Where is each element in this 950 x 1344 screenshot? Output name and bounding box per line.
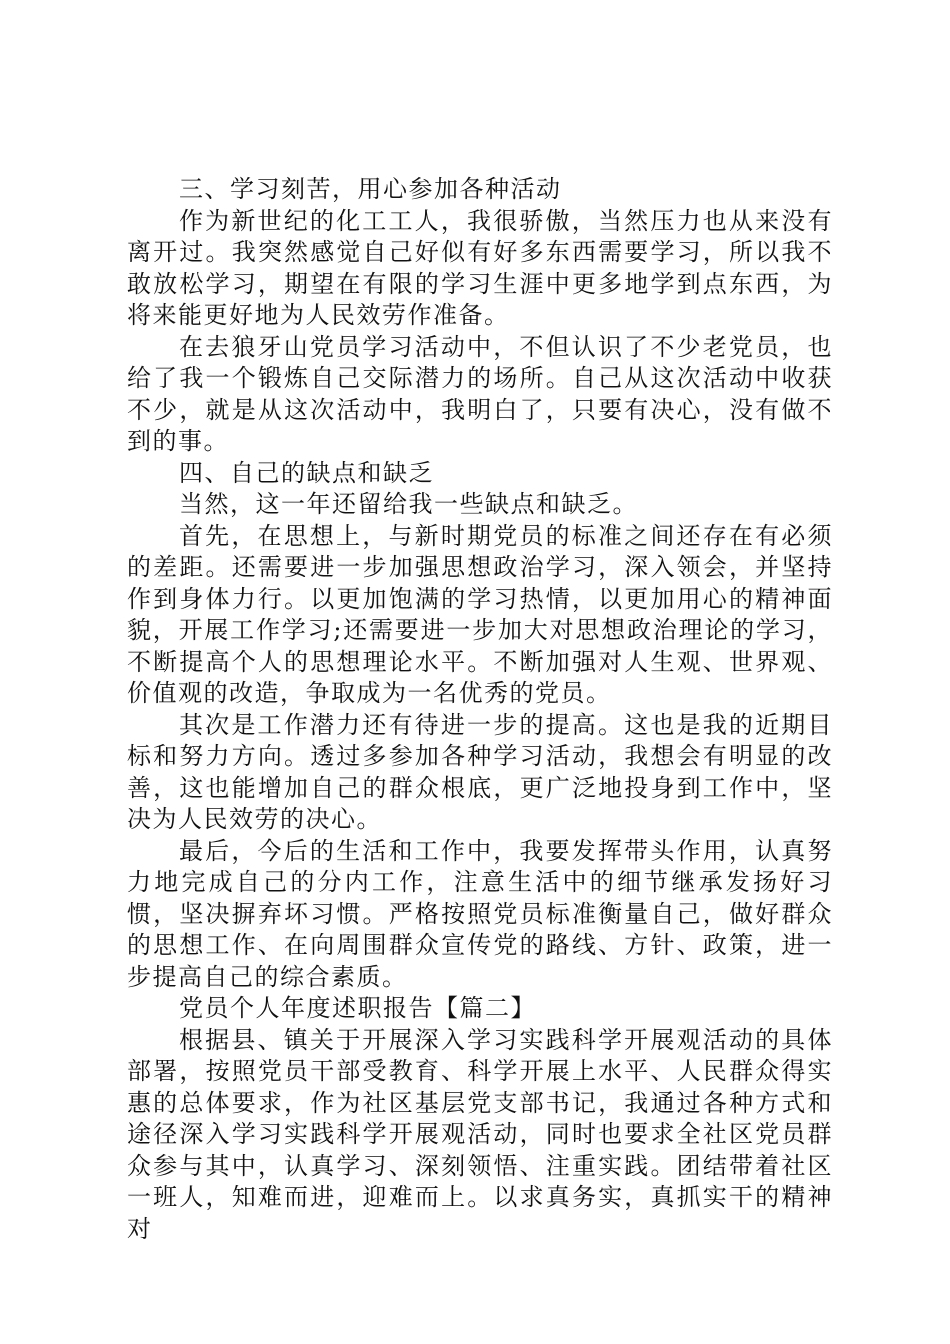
paragraph: 作为新世纪的化工工人，我很骄傲，当然压力也从来没有离开过。我突然感觉自己好似有好多东西需要学习，所以我不敢放松学习，期望在有限的学习生涯中更多地学到点东西，为将来能更好地为人民效劳作准备。: [127, 206, 833, 329]
paragraph: 最后，今后的生活和工作中，我要发挥带头作用，认真努力地完成自己的分内工作，注意生活中的细节继承发扬好习惯，坚决摒弃坏习惯。严格按照党员标准衡量自己，做好群众的思想工作、在向周围群众宣传党的路线、方针、政策，进一步提高自己的综合素质。: [127, 836, 833, 991]
paragraph: 当然，这一年还留给我一些缺点和缺乏。: [179, 490, 638, 518]
paragraph: 根据县、镇关于开展深入学习实践科学开展观活动的具体部署，按照党员干部受教育、科学开展上水平、人民群众得实惠的总体要求，作为社区基层党支部书记，我通过各种方式和途径深入学习实践科学开展观活动，同时也要求全社区党员群众参与其中，认真学习、深刻领悟、注重实践。团结带着社区一班人，知难而进，迎难而上。以求真务实，真抓实干的精神对: [127, 1025, 833, 1243]
paragraph: 首先，在思想上，与新时期党员的标准之间还存在有必须的差距。还需要进一步加强思想政治学习，深入领会，并坚持作到身体力行。以更加饱满的学习热情，以更加用心的精神面貌，开展工作学习;还需要进一步加大对思想政治理论的学习，不断提高个人的思想理论水平。不断加强对人生观、世界观、价值观的改造，争取成为一名优秀的党员。: [127, 521, 833, 707]
section-heading-3: 三、学习刻苦，用心参加各种活动: [179, 175, 562, 203]
paragraph: 在去狼牙山党员学习活动中，不但认识了不少老党员，也给了我一个锻炼自己交际潜力的场所。自己从这次活动中收获不少，就是从这次活动中，我明白了，只要有决心，没有做不到的事。: [127, 332, 833, 455]
paragraph: 其次是工作潜力还有待进一步的提高。这也是我的近期目标和努力方向。透过多参加各种学习活动，我想会有明显的改善，这也能增加自己的群众根底，更广泛地投身到工作中，坚决为人民效劳的决心。: [127, 710, 833, 833]
document-body: [127, 174, 833, 1245]
report-title-part-two: 党员个人年度述职报告【篇二】: [179, 994, 536, 1022]
section-heading-4: 四、自己的缺点和缺乏: [179, 458, 434, 487]
